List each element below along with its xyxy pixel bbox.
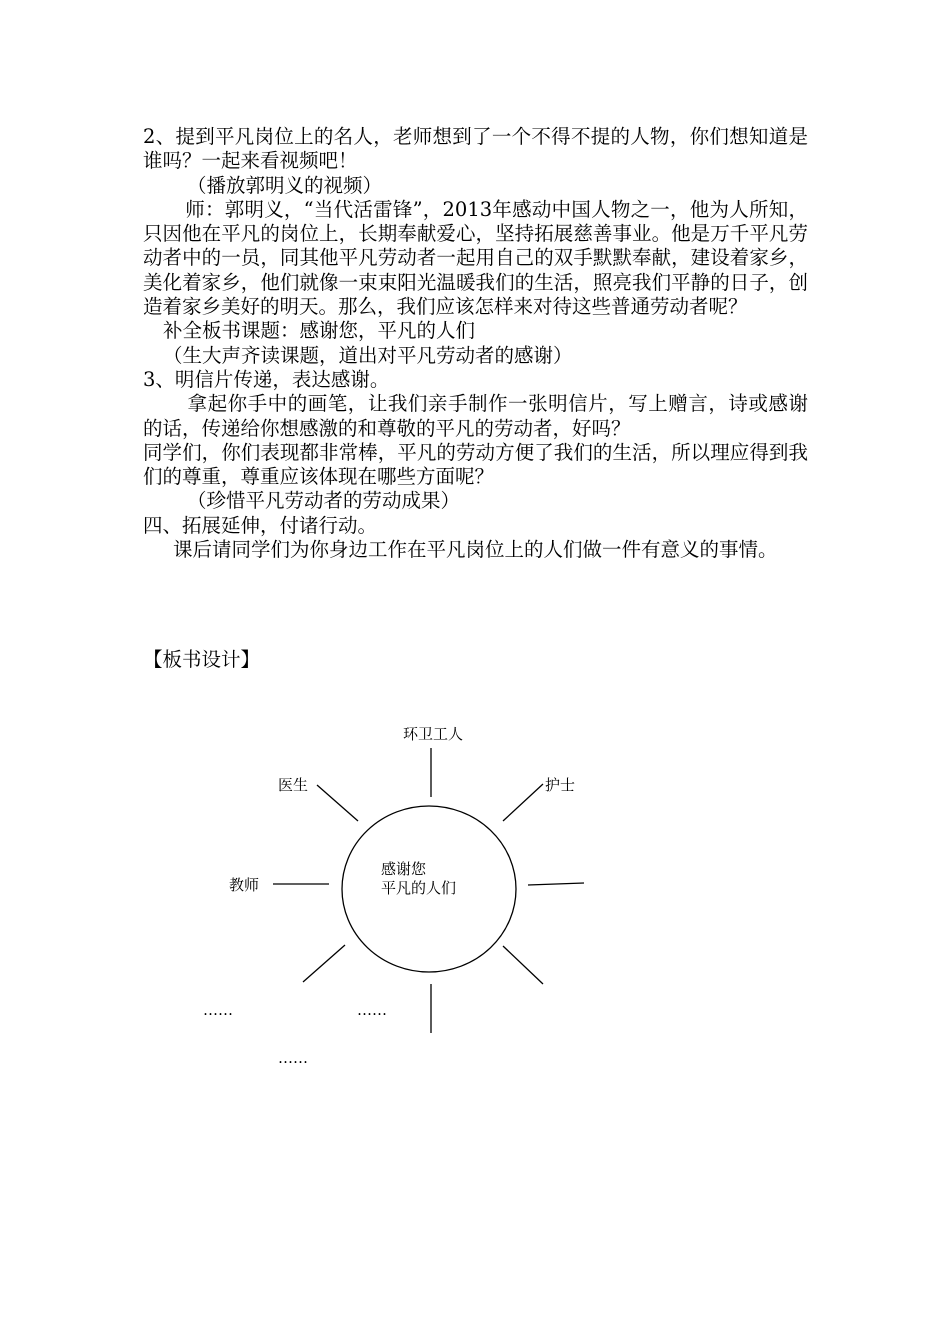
label-ellipsis-center: ……	[357, 1001, 387, 1019]
paragraph-step-3: 3、明信片传递，表达感谢。	[143, 367, 390, 391]
paragraph-respect: 同学们，你们表现都非常棒，平凡的劳动方便了我们的生活，所以理应得到我们的尊重，尊重应该体现在哪些方面呢？	[143, 440, 808, 489]
paragraph-cherish: （珍惜平凡劳动者的劳动成果）	[187, 489, 461, 513]
ray-bottom-left	[303, 945, 345, 982]
label-doctor: 医生	[278, 776, 309, 794]
paragraph-homework-text: 课后请同学们为你身边工作在平凡岗位上的人们做一件有意义的事情。	[173, 538, 778, 562]
paragraph-board-title-fill: 补全板书课题：感谢您，平凡的人们	[163, 319, 476, 343]
label-teacher: 教师	[229, 876, 260, 894]
paragraph-postcard-text: 拿起你手中的画笔，让我们亲手制作一张明信片，写上赠言，诗或感谢的话，传递给你想感激的和尊敬的平凡的劳动者，好吗？	[143, 392, 808, 440]
paragraph-play-video: （播放郭明义的视频）	[187, 173, 383, 197]
board-design-title: 【板书设计】	[143, 648, 261, 671]
center-text-line2: 平凡的人们	[381, 879, 457, 897]
paragraph-intro-question: 2、提到平凡岗位上的名人，老师想到了一个不得不提的人物，你们想知道是谁吗？一起来看视频吧！	[143, 125, 808, 173]
ray-top-right	[503, 784, 543, 821]
label-ellipsis-left: ……	[203, 1001, 233, 1019]
label-sanitation-worker: 环卫工人	[403, 725, 464, 743]
paragraph-teacher-guo-text: 师：郭明义，“当代活雷锋”，2013年感动中国人物之一，他为人所知，只因他在平凡的岗位上，长期奉献爱心，坚持拓展慈善事业。他是万千平凡劳动者中的一员，同其他平凡劳动者一起用自己的双手默默奉献，建设着家乡，美化着家乡，他们就像一束束阳光温暖我们的生活，照亮我们平静的日子，创造着家乡美好的明天。那么，我们应该怎样来对待这些普通劳动者呢？	[143, 197, 808, 319]
paragraph-step-4: 四、拓展延伸，付诸行动。	[143, 513, 378, 537]
paragraph-read-aloud: （生大声齐读课题，道出对平凡劳动者的感谢）	[163, 343, 573, 367]
label-ellipsis-lower: ……	[278, 1049, 308, 1067]
center-text-line1: 感谢您	[381, 860, 427, 878]
ray-top-left	[317, 785, 358, 821]
ray-right	[528, 883, 584, 885]
label-nurse: 护士	[545, 776, 576, 794]
ray-bottom-right	[503, 946, 543, 984]
